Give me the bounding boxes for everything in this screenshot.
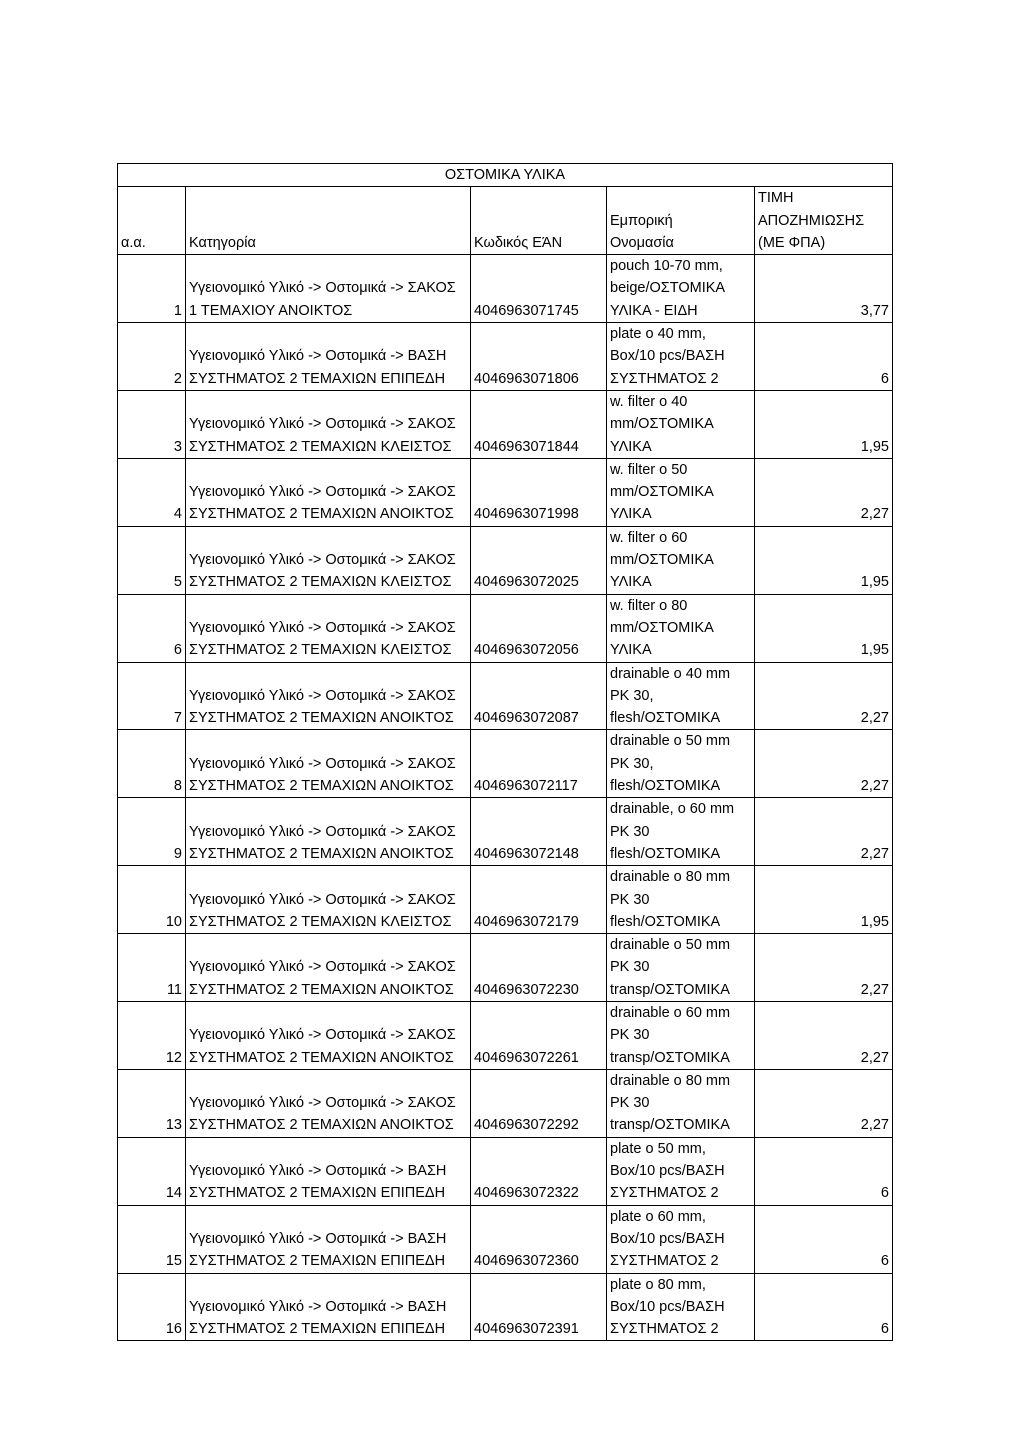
row-category: Υγειονομικό Υλικό -> Οστομικά -> ΣΑΚΟΣ ΣΥΣΤΗΜΑΤΟΣ 2 ΤΕΜΑΧΙΩΝ ΑΝΟΙΚΤΟΣ — [186, 1069, 471, 1137]
row-index: 2 — [118, 323, 186, 391]
table-row — [118, 526, 893, 594]
row-ean-code: 4046963072322 — [471, 1137, 607, 1205]
row-ean-code: 4046963072117 — [471, 730, 607, 798]
row-index: 7 — [118, 662, 186, 730]
row-index: 1 — [118, 255, 186, 323]
row-index: 4 — [118, 458, 186, 526]
row-index: 10 — [118, 866, 186, 934]
header-category: Κατηγορία — [186, 187, 471, 255]
row-category: Υγειονομικό Υλικό -> Οστομικά -> ΒΑΣΗ ΣΥΣΤΗΜΑΤΟΣ 2 ΤΕΜΑΧΙΩΝ ΕΠΙΠΕΔΗ — [186, 1137, 471, 1205]
row-category: Υγειονομικό Υλικό -> Οστομικά -> ΣΑΚΟΣ ΣΥΣΤΗΜΑΤΟΣ 2 ΤΕΜΑΧΙΩΝ ΑΝΟΙΚΤΟΣ — [186, 798, 471, 866]
row-commercial-name: w. filter o 50 mm/ΟΣΤΟΜΙΚΑ ΥΛΙΚΑ — [607, 458, 755, 526]
table-row — [118, 1069, 893, 1137]
row-commercial-name: plate o 40 mm, Box/10 pcs/ΒΑΣΗ ΣΥΣΤΗΜΑΤΟΣ 2 — [607, 323, 755, 391]
table-row — [118, 798, 893, 866]
row-category: Υγειονομικό Υλικό -> Οστομικά -> ΣΑΚΟΣ ΣΥΣΤΗΜΑΤΟΣ 2 ΤΕΜΑΧΙΩΝ ΚΛΕΙΣΤΟΣ — [186, 866, 471, 934]
row-index: 15 — [118, 1205, 186, 1273]
row-category: Υγειονομικό Υλικό -> Οστομικά -> ΒΑΣΗ ΣΥΣΤΗΜΑΤΟΣ 2 ΤΕΜΑΧΙΩΝ ΕΠΙΠΕΔΗ — [186, 323, 471, 391]
row-price: 2,27 — [755, 662, 893, 730]
row-price: 2,27 — [755, 934, 893, 1002]
table-row — [118, 662, 893, 730]
row-ean-code: 4046963072292 — [471, 1069, 607, 1137]
row-category: Υγειονομικό Υλικό -> Οστομικά -> ΣΑΚΟΣ ΣΥΣΤΗΜΑΤΟΣ 2 ΤΕΜΑΧΙΩΝ ΚΛΕΙΣΤΟΣ — [186, 526, 471, 594]
table-row — [118, 323, 893, 391]
row-commercial-name: plate o 80 mm, Box/10 pcs/ΒΑΣΗ ΣΥΣΤΗΜΑΤΟΣ 2 — [607, 1273, 755, 1341]
table-title: ΟΣΤΟΜΙΚΑ ΥΛΙΚΑ — [118, 164, 893, 187]
row-ean-code: 4046963072056 — [471, 594, 607, 662]
row-index: 12 — [118, 1001, 186, 1069]
row-price: 2,27 — [755, 1001, 893, 1069]
ostomy-products-table — [117, 163, 893, 1341]
table-row — [118, 866, 893, 934]
row-commercial-name: drainable o 40 mm PK 30, flesh/ΟΣΤΟΜΙΚΑ — [607, 662, 755, 730]
table-row — [118, 1273, 893, 1341]
row-index: 13 — [118, 1069, 186, 1137]
table-row — [118, 730, 893, 798]
row-commercial-name: drainable o 80 mm PK 30 transp/ΟΣΤΟΜΙΚΑ — [607, 1069, 755, 1137]
row-ean-code: 4046963072230 — [471, 934, 607, 1002]
row-ean-code: 4046963071998 — [471, 458, 607, 526]
row-index: 5 — [118, 526, 186, 594]
header-index: α.α. — [118, 187, 186, 255]
row-price: 3,77 — [755, 255, 893, 323]
row-ean-code: 4046963071745 — [471, 255, 607, 323]
row-category: Υγειονομικό Υλικό -> Οστομικά -> ΣΑΚΟΣ ΣΥΣΤΗΜΑΤΟΣ 2 ΤΕΜΑΧΙΩΝ ΑΝΟΙΚΤΟΣ — [186, 662, 471, 730]
row-commercial-name: w. filter o 40 mm/ΟΣΤΟΜΙΚΑ ΥΛΙΚΑ — [607, 390, 755, 458]
table-row — [118, 255, 893, 323]
header-ean: Κωδικός ΕΆΝ — [471, 187, 607, 255]
row-category: Υγειονομικό Υλικό -> Οστομικά -> ΒΑΣΗ ΣΥΣΤΗΜΑΤΟΣ 2 ΤΕΜΑΧΙΩΝ ΕΠΙΠΕΔΗ — [186, 1205, 471, 1273]
row-commercial-name: plate o 60 mm, Box/10 pcs/ΒΑΣΗ ΣΥΣΤΗΜΑΤΟΣ 2 — [607, 1205, 755, 1273]
table-row — [118, 1001, 893, 1069]
table-row — [118, 934, 893, 1002]
row-price: 1,95 — [755, 594, 893, 662]
row-price: 6 — [755, 1137, 893, 1205]
row-commercial-name: w. filter o 80 mm/ΟΣΤΟΜΙΚΑ ΥΛΙΚΑ — [607, 594, 755, 662]
row-commercial-name: pouch 10-70 mm, beige/ΟΣΤΟΜΙΚΑ ΥΛΙΚΑ - ΕΙΔΗ — [607, 255, 755, 323]
row-price: 2,27 — [755, 730, 893, 798]
row-price: 6 — [755, 1273, 893, 1341]
table-row — [118, 594, 893, 662]
row-commercial-name: drainable o 50 mm PK 30 transp/ΟΣΤΟΜΙΚΑ — [607, 934, 755, 1002]
row-commercial-name: drainable o 80 mm PK 30 flesh/ΟΣΤΟΜΙΚΑ — [607, 866, 755, 934]
row-commercial-name: drainable, o 60 mm PK 30 flesh/ΟΣΤΟΜΙΚΑ — [607, 798, 755, 866]
row-index: 6 — [118, 594, 186, 662]
row-price: 6 — [755, 323, 893, 391]
row-ean-code: 4046963071844 — [471, 390, 607, 458]
header-row — [118, 187, 893, 255]
row-index: 14 — [118, 1137, 186, 1205]
row-commercial-name: drainable o 50 mm PK 30, flesh/ΟΣΤΟΜΙΚΑ — [607, 730, 755, 798]
row-category: Υγειονομικό Υλικό -> Οστομικά -> ΣΑΚΟΣ ΣΥΣΤΗΜΑΤΟΣ 2 ΤΕΜΑΧΙΩΝ ΚΛΕΙΣΤΟΣ — [186, 390, 471, 458]
row-index: 3 — [118, 390, 186, 458]
table-row — [118, 1205, 893, 1273]
row-price: 1,95 — [755, 390, 893, 458]
row-index: 16 — [118, 1273, 186, 1341]
row-price: 2,27 — [755, 798, 893, 866]
row-price: 2,27 — [755, 458, 893, 526]
row-price: 1,95 — [755, 866, 893, 934]
table-row — [118, 458, 893, 526]
row-category: Υγειονομικό Υλικό -> Οστομικά -> ΣΑΚΟΣ ΣΥΣΤΗΜΑΤΟΣ 2 ΤΕΜΑΧΙΩΝ ΑΝΟΙΚΤΟΣ — [186, 458, 471, 526]
header-reimbursement-price: ΤΙΜΗ ΑΠΟΖΗΜΙΩΣΗΣ (ΜΕ ΦΠΑ) — [755, 187, 893, 255]
row-index: 9 — [118, 798, 186, 866]
row-index: 8 — [118, 730, 186, 798]
row-ean-code: 4046963072087 — [471, 662, 607, 730]
row-ean-code: 4046963071806 — [471, 323, 607, 391]
row-ean-code: 4046963072360 — [471, 1205, 607, 1273]
row-category: Υγειονομικό Υλικό -> Οστομικά -> ΣΑΚΟΣ ΣΥΣΤΗΜΑΤΟΣ 2 ΤΕΜΑΧΙΩΝ ΑΝΟΙΚΤΟΣ — [186, 1001, 471, 1069]
row-ean-code: 4046963072025 — [471, 526, 607, 594]
row-category: Υγειονομικό Υλικό -> Οστομικά -> ΣΑΚΟΣ 1 ΤΕΜΑΧΙΟΥ ΑΝΟΙΚΤΟΣ — [186, 255, 471, 323]
row-commercial-name: w. filter o 60 mm/ΟΣΤΟΜΙΚΑ ΥΛΙΚΑ — [607, 526, 755, 594]
row-ean-code: 4046963072179 — [471, 866, 607, 934]
header-commercial-name: Εμπορική Ονομασία — [607, 187, 755, 255]
row-index: 11 — [118, 934, 186, 1002]
row-commercial-name: drainable o 60 mm PK 30 transp/ΟΣΤΟΜΙΚΑ — [607, 1001, 755, 1069]
row-category: Υγειονομικό Υλικό -> Οστομικά -> ΣΑΚΟΣ ΣΥΣΤΗΜΑΤΟΣ 2 ΤΕΜΑΧΙΩΝ ΑΝΟΙΚΤΟΣ — [186, 730, 471, 798]
row-category: Υγειονομικό Υλικό -> Οστομικά -> ΒΑΣΗ ΣΥΣΤΗΜΑΤΟΣ 2 ΤΕΜΑΧΙΩΝ ΕΠΙΠΕΔΗ — [186, 1273, 471, 1341]
row-commercial-name: plate o 50 mm, Box/10 pcs/ΒΑΣΗ ΣΥΣΤΗΜΑΤΟΣ 2 — [607, 1137, 755, 1205]
row-ean-code: 4046963072148 — [471, 798, 607, 866]
table-row — [118, 1137, 893, 1205]
row-category: Υγειονομικό Υλικό -> Οστομικά -> ΣΑΚΟΣ ΣΥΣΤΗΜΑΤΟΣ 2 ΤΕΜΑΧΙΩΝ ΚΛΕΙΣΤΟΣ — [186, 594, 471, 662]
row-price: 6 — [755, 1205, 893, 1273]
row-price: 1,95 — [755, 526, 893, 594]
row-category: Υγειονομικό Υλικό -> Οστομικά -> ΣΑΚΟΣ ΣΥΣΤΗΜΑΤΟΣ 2 ΤΕΜΑΧΙΩΝ ΑΝΟΙΚΤΟΣ — [186, 934, 471, 1002]
table-row — [118, 390, 893, 458]
row-ean-code: 4046963072391 — [471, 1273, 607, 1341]
row-ean-code: 4046963072261 — [471, 1001, 607, 1069]
row-price: 2,27 — [755, 1069, 893, 1137]
